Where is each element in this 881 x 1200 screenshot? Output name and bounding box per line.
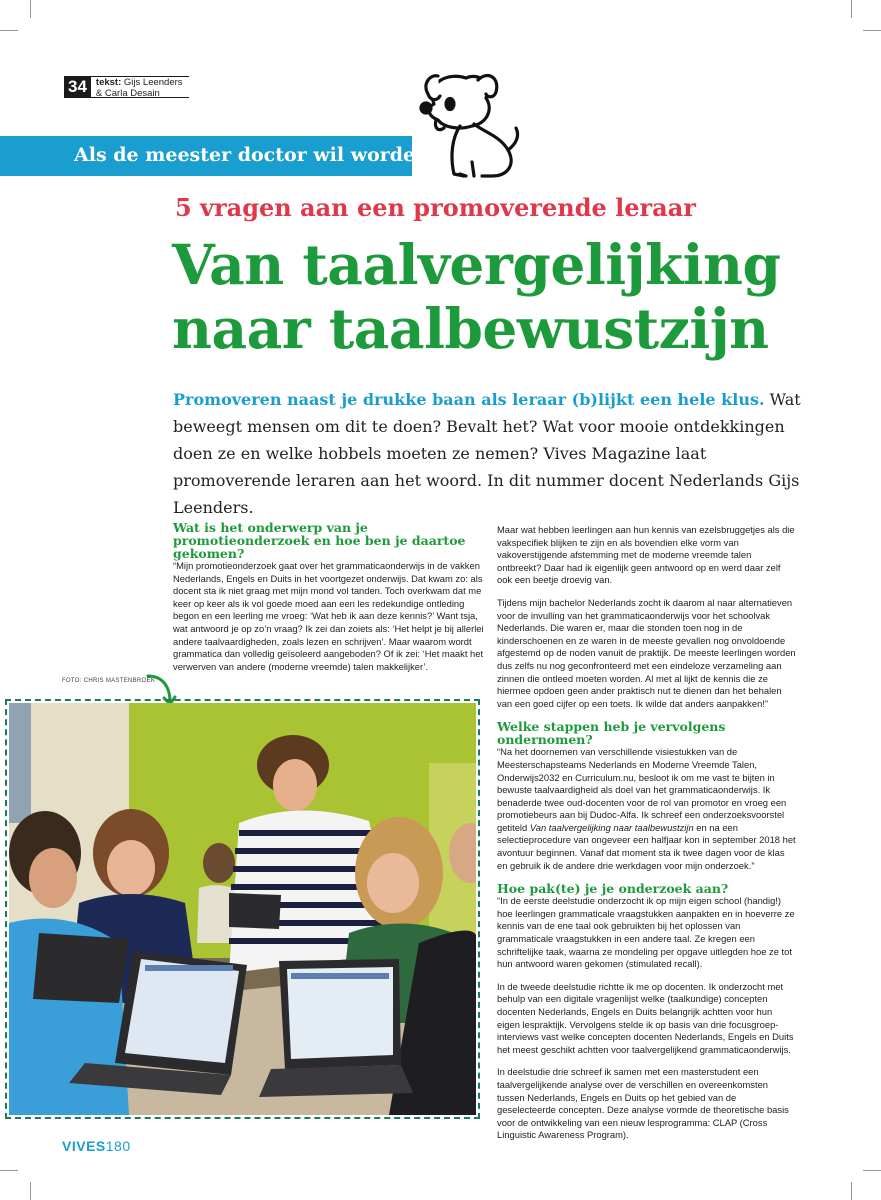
credits-line1: Gijs Leenders — [123, 77, 183, 88]
kicker: 5 vragen aan een promoverende leraar — [175, 193, 696, 222]
lead-text: Wat beweegt mensen om dit te doen? Bevalt het? Wat voor mooie ontdekkingen doen ze en welke hobbels moeten ze nemen? Vives Magazine laat promoverende leraren aan het woord. In dit nummer docent Nederlands Gijs Leenders. — [173, 390, 801, 517]
paragraph: Maar wat hebben leerlingen aan hun kennis van ezelsbruggetjes als die vakspecifiek blijken te zijn en als bovendien elke vorm van vakoverstijgende afstemming met de moderne vreemde talen ontbreekt? Daar had ik eigenlijk geen antwoord op en werd daar zelf ook een beetje droevig van. — [497, 524, 795, 586]
paragraph: In deelstudie drie schreef ik samen met een masterstudent een taalvergelijkende analyse over de verschillen en overeenkomsten tussen Nederlands, Engels en Duits op het gebied van de geselecteerde concepten. Deze analyse vormde de theoretische basis voor de ontwikkeling van een nieuw lesprogramma: CLAP (Cross Linguistic Awareness Program). — [497, 1066, 789, 1141]
magazine-footer — [62, 1138, 131, 1154]
photo-frame — [5, 699, 480, 1119]
crop-mark — [0, 1170, 18, 1171]
paragraph: In de tweede deelstudie richtte ik me op docenten. Ik onderzocht met behulp van een digitale vragenlijst welke (taalkundige) concepten docenten Nederlands, Engels en Duits belangrijk achtten voor hun eigen lespraktijk. Vervolgens stelde ik op basis van drie focusgroep-interviews vast welke concepten docenten Nederlands, Engels en Duits het meest geschikt achtten voor taalvergelijkend grammaticaonderwijs. — [497, 980, 794, 1055]
page-header — [64, 76, 189, 98]
lead-highlight: Promoveren naast je drukke baan als leraar (b)lijkt een hele klus. — [173, 390, 765, 409]
author-credits — [91, 76, 189, 98]
thesis-title: Van taalvergelijking naar taalbewustzijn — [529, 821, 694, 833]
article-column-2 — [497, 524, 797, 1152]
paragraph: “Mijn promotieonderzoek gaat over het grammaticaonderwijs in de vakken Nederlands, Engels en Duits in het voortgezet onderwijs. Dat kwam zo: als docent sta ik niet graag met mijn mond vol tanden. Toch overkwam dat me keer op keer als ik vol goede moed aan een les redekundige ontleding begon en een leerling me vroeg: ‘Wat heb ik aan deze kennis?’ Want tsja, wat antwoord je op zo’n vraag? Ik zei dan zoiets als: ‘Het helpt je bij allerlei andere taalvaardigheden, zoals lezen en schrijven’. Maar waarom wordt grammatica dan volledig geïsoleerd aangeboden? Of ik zei: ‘Het maakt het verwerven van andere (moderne vreemde) talen makkelijker’. — [173, 560, 484, 672]
headline-line2: naar taalbewustzijn — [172, 296, 769, 361]
banner-text: Als de meester doctor wil worden — [74, 144, 429, 166]
lead-paragraph — [173, 386, 823, 521]
crop-mark — [0, 30, 18, 31]
crop-mark — [851, 0, 852, 18]
crop-mark — [863, 1170, 881, 1171]
question-2: Welke stappen heb je vervolgens ondernomen? — [497, 719, 726, 748]
paragraph-part: “Na het doornemen van verschillende visiestukken van de Meesterschapsteams Nederlands en Moderne Vreemde Talen, Onderwijs2032 en Curriculum.nu, besloot ik om me vast te bijten in bewuste taalvaardigheid als doel van het grammaticaonderwijs. Ik benaderde twee oud-docenten voor de rol van promotor en vroeg een promotiebeurs aan bij Dudoc-Alfa. Ik schreef een onderzoeksvoorstel getiteld — [497, 746, 787, 833]
headline — [172, 233, 780, 361]
paragraph: Tijdens mijn bachelor Nederlands zocht ik daarom al naar alternatieven voor de invulling van het grammaticaonderwijs voor het schoolvak Nederlands. Die waren er, maar die stonden toen nog in de kinderschoenen en ze waren in de meeste gevallen nog onvoldoende afgestemd op de noden vanuit de praktijk. De meeste leerlingen worden dus zelfs nu nog geconfronteerd met een eindeloze verzameling aan zinnen die ontleed moeten worden. Al met al lijkt de kennis die ze hiermee opdoen geen ander praktisch nut te dienen dan het behalen van een goed cijfer op een toets. Ik wilde dat anders aanpakken!” — [497, 596, 796, 709]
credits-label: tekst: — [95, 77, 122, 88]
dog-illustration-icon — [416, 66, 528, 186]
paragraph — [497, 746, 797, 872]
crop-mark — [30, 1182, 31, 1200]
photo-credit: FOTO: CHRIS MASTENBROEK — [62, 678, 156, 684]
question-3: Hoe pak(te) je je onderzoek aan? — [497, 881, 729, 897]
section-banner — [0, 136, 429, 176]
paragraph-part: en na een selectieprocedure van ongeveer een halfjaar kon in september 2018 het avontuur beginnen. Vanaf dat moment sta ik twee dagen voor de klas en gebruik ik de andere drie werkdagen voor mijn onderzoek.” — [497, 821, 796, 871]
crop-mark — [30, 0, 31, 18]
footer-brand: VIVES — [62, 1138, 106, 1154]
headline-line1: Van taalvergelijking — [172, 232, 781, 297]
crop-mark — [851, 1182, 852, 1200]
page-number: 34 — [64, 76, 91, 98]
crop-mark — [863, 30, 881, 31]
credits-line2: & Carla Desain — [95, 88, 160, 99]
article-column-1 — [173, 521, 486, 683]
paragraph: “In de eerste deelstudie onderzocht ik op mijn eigen school (handig!) hoe leerlingen grammaticale vraagstukken aanpakten en in hoeverre ze kennis van de ene taal ook gebruikten bij het oplossen van grammaticale vraagstukken in een andere taal. Ze kregen een schriftelijke taak, waarna ze mondeling per opgave uitlegden hoe ze tot hun antwoord waren gekomen (stimulated recall). — [497, 895, 795, 970]
question-1: Wat is het onderwerp van je promotieonderzoek en hoe ben je daartoe gekomen? — [173, 520, 466, 561]
footer-issue: 180 — [105, 1138, 131, 1154]
